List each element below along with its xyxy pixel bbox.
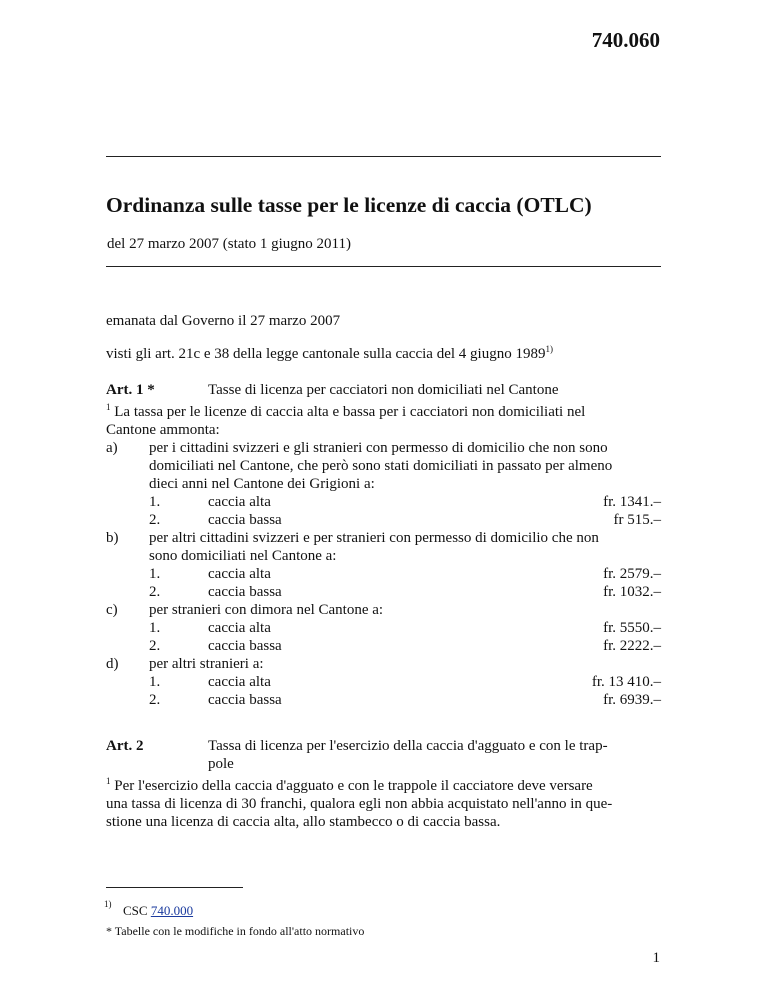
item-c-line1: per stranieri con dimora nel Cantone a: <box>149 602 384 618</box>
sub-num: 2. <box>149 638 161 654</box>
art1-heading: Tasse di licenza per cacciatori non domiciliati nel Cantone <box>208 382 559 398</box>
sub-amount: fr. 5550.– <box>603 620 661 636</box>
art2-para-line1 <box>106 777 661 795</box>
subtitle: del 27 marzo 2007 (stato 1 giugno 2011) <box>107 236 351 252</box>
page-number: 1 <box>652 950 660 966</box>
item-letter: a) <box>106 440 118 456</box>
art2-heading-line1: Tassa di licenza per l'esercizio della caccia d'agguato e con le trap- <box>208 738 608 754</box>
sub-label: caccia alta <box>208 674 271 690</box>
sub-num: 1. <box>149 620 161 636</box>
sub-amount: fr. 13 410.– <box>591 674 661 690</box>
art2-para-line3: stione una licenza di caccia alta, allo stambecco o di caccia bassa. <box>106 814 501 830</box>
sub-num: 1. <box>149 674 161 690</box>
footnote-rule <box>106 887 243 888</box>
item-b-line2: sono domiciliati nel Cantone a: <box>149 548 337 564</box>
item-letter: b) <box>106 530 119 546</box>
item-letter: d) <box>106 656 119 672</box>
preamble-issued: emanata dal Governo il 27 marzo 2007 <box>106 313 341 329</box>
sub-amount: fr. 2579.– <box>603 566 661 582</box>
footnote-1 <box>123 903 193 919</box>
sub-label: caccia alta <box>208 620 271 636</box>
document-number: 740.060 <box>591 28 660 52</box>
art2-para-text: Per l'esercizio della caccia d'agguato e con le trappole il cacciatore deve versare <box>114 778 593 794</box>
sub-label: caccia bassa <box>208 512 282 528</box>
sub-label: caccia alta <box>208 494 271 510</box>
preamble-visti-text: visti gli art. 21c e 38 della legge cantonale sulla caccia del 4 giugno 1989 <box>106 346 546 362</box>
footnote-ref: 1) <box>545 344 553 354</box>
art2-para-line2: una tassa di licenza di 30 franchi, qualora egli non abbia acquistato nell'anno in que- <box>106 796 613 812</box>
art2-label: Art. 2 <box>106 738 144 754</box>
art1-para-text: La tassa per le licenze di caccia alta e bassa per i cacciatori non domiciliati nel <box>114 404 586 420</box>
sub-num: 1. <box>149 494 161 510</box>
sub-num: 1. <box>149 566 161 582</box>
footnote-prefix: CSC <box>123 903 148 918</box>
sub-amount: fr. 2222.– <box>603 638 661 654</box>
item-b-line1: per altri cittadini svizzeri e per stranieri con permesso di domicilio che non <box>149 530 599 546</box>
footnote-2: * Tabelle con le modifiche in fondo all'atto normativo <box>106 924 365 938</box>
sub-label: caccia alta <box>208 566 271 582</box>
sub-amount: fr 515.– <box>613 512 661 528</box>
sub-label: caccia bassa <box>208 638 282 654</box>
paragraph-mark: 1 <box>106 776 111 786</box>
sub-amount: fr. 1341.– <box>603 494 661 510</box>
sub-label: caccia bassa <box>208 692 282 708</box>
art1-label: Art. 1 * <box>106 382 155 398</box>
art1-para-line1 <box>106 403 661 421</box>
sub-num: 2. <box>149 584 161 600</box>
title-rule <box>106 266 661 267</box>
art2-heading-line2: pole <box>208 756 234 772</box>
sub-amount: fr. 6939.– <box>603 692 661 708</box>
sub-num: 2. <box>149 692 161 708</box>
header-rule <box>106 156 661 157</box>
item-a-line1: per i cittadini svizzeri e gli stranieri con permesso di domicilio che non sono <box>149 440 608 456</box>
item-a-line3: dieci anni nel Cantone dei Grigioni a: <box>149 476 375 492</box>
art1-para-line2: Cantone ammonta: <box>106 422 220 438</box>
paragraph-mark: 1 <box>106 402 111 412</box>
item-a-line2: domiciliati nel Cantone, che però sono stati domiciliati in passato per almeno <box>149 458 613 474</box>
item-d-line1: per altri stranieri a: <box>149 656 264 672</box>
preamble-visti <box>106 345 553 363</box>
footnote-link[interactable]: 740.000 <box>150 903 194 918</box>
sub-label: caccia bassa <box>208 584 282 600</box>
sub-num: 2. <box>149 512 161 528</box>
sub-amount: fr. 1032.– <box>603 584 661 600</box>
item-letter: c) <box>106 602 118 618</box>
page-title: Ordinanza sulle tasse per le licenze di caccia (OTLC) <box>106 193 592 217</box>
footnote-mark: 1) <box>104 899 112 909</box>
